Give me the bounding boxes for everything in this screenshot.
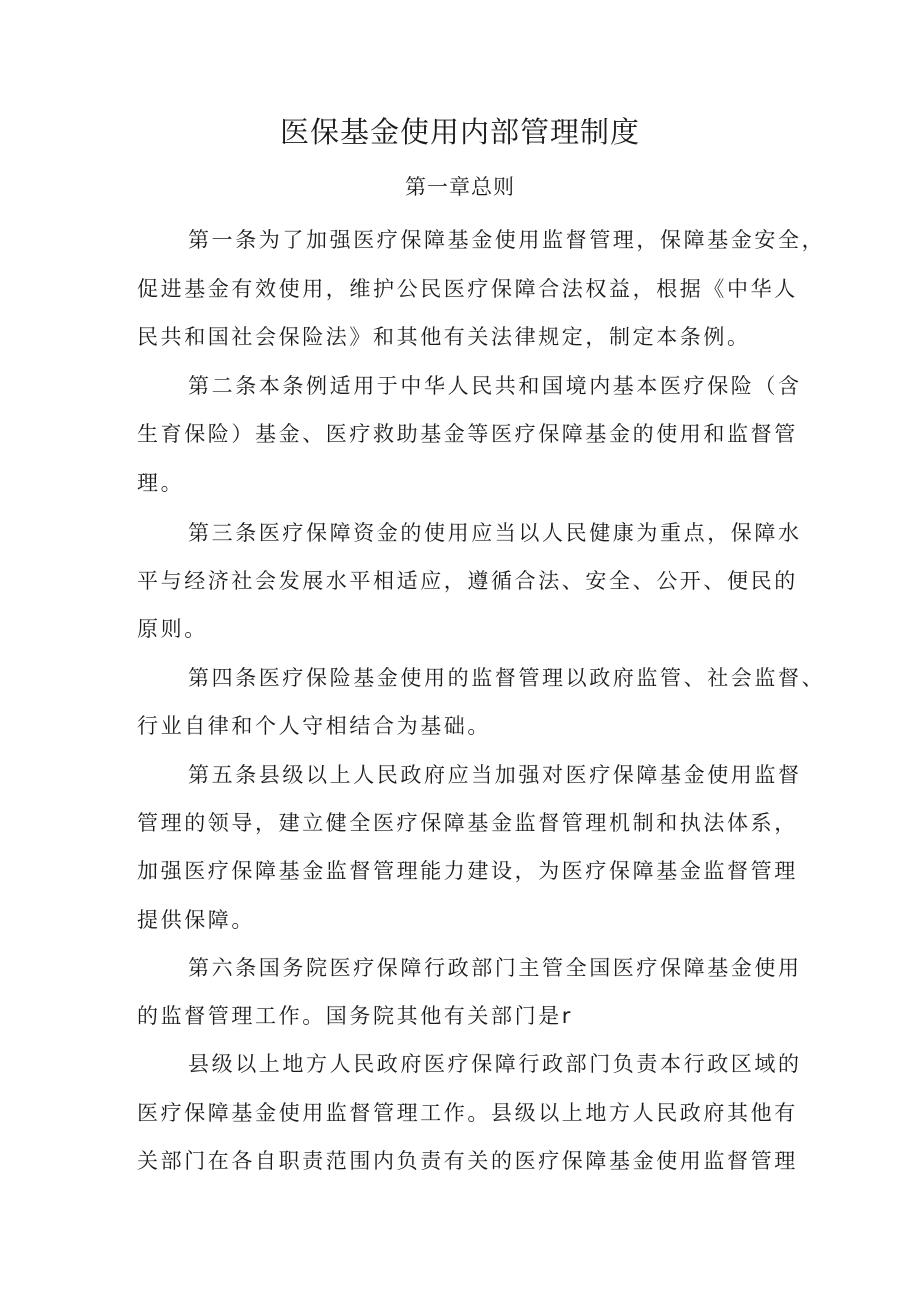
article-4-line-2: 行业自律和个人守相结合为基础。 [137,714,491,738]
article-6-para-2-line-2: 医疗保障基金使用监督管理工作。县级以上地方人民政府其他有 [137,1101,798,1125]
article-5-line-1: 第五条县级以上人民政府应当加强对医疗保障基金使用监督 [188,763,802,787]
article-1-line-2: 促进基金有效使用，维护公民医疗保障合法权益，根据《中华人 [137,277,798,301]
document-title: 医保基金使用内部管理制度 [279,115,640,149]
article-1-line-3: 民共和国社会保险法》和其他有关法律规定，制定本条例。 [137,325,751,349]
article-5-line-2: 管理的领导，建立健全医疗保障基金监督管理机制和执法体系， [137,811,798,835]
article-6-line-1: 第六条国务院医疗保障行政部门主管全国医疗保障基金使用 [188,956,802,980]
chapter-heading: 第一章总则 [405,175,515,199]
article-4-line-1: 第四条医疗保险基金使用的监督管理以政府监管、社会监督、 [188,666,826,690]
article-6-line-2: 的监督管理工作。国务院其他有关部门是r [137,1004,574,1028]
article-5-line-3: 加强医疗保障基金监督管理能力建设，为医疗保障基金监督管理 [137,859,798,883]
article-6-para-2-line-1: 县级以上地方人民政府医疗保障行政部门负责本行政区域的 [188,1052,802,1076]
article-3-line-3: 原则。 [137,617,208,641]
article-2-line-2: 生育保险）基金、医疗救助基金等医疗保障基金的使用和监督管 [137,422,798,446]
article-3-line-1: 第三条医疗保障资金的使用应当以人民健康为重点，保障水 [188,521,802,545]
article-5-line-4: 提供保障。 [137,908,255,932]
article-3-line-2: 平与经济社会发展水平相适应，遵循合法、安全、公开、便民的 [137,569,798,593]
article-2-line-3: 理。 [137,471,185,495]
article-6-para-2-line-3: 关部门在各自职责范围内负责有关的医疗保障基金使用监督管理 [137,1149,798,1173]
article-2-line-1: 第二条本条例适用于中华人民共和国境内基本医疗保险（含 [188,374,802,398]
article-1-line-1: 第一条为了加强医疗保障基金使用监督管理，保障基金安全， [188,228,826,252]
